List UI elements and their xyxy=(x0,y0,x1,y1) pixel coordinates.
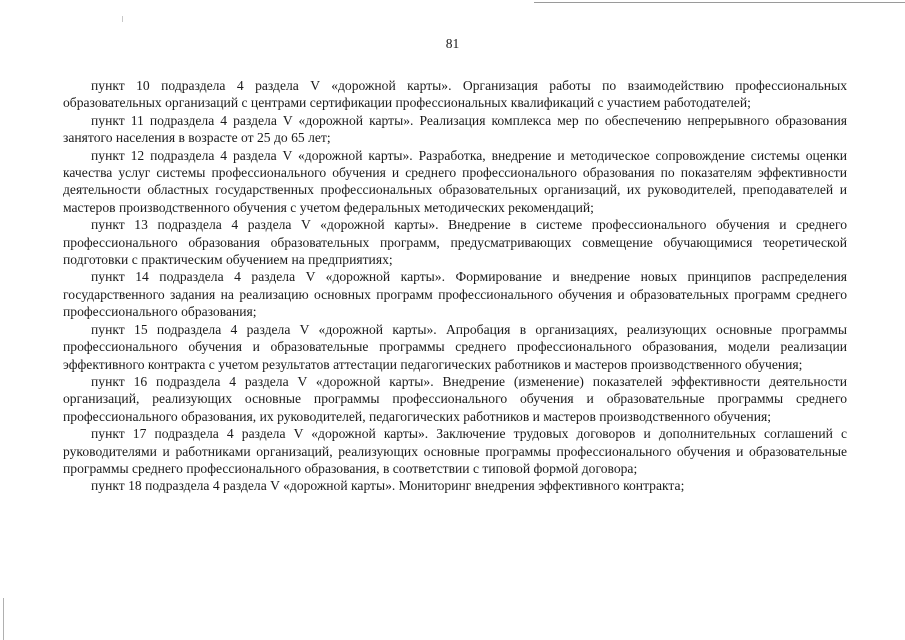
scan-edge-line xyxy=(534,2,905,3)
paragraph-item-10: пункт 10 подраздела 4 раздела V «дорожной карты». Организация работы по взаимодействию профессиональных образовательных организаций с центрами сертификации профессиональных квалификаций с участием работодателей; xyxy=(63,78,847,111)
paragraph-item-17: пункт 17 подраздела 4 раздела V «дорожной карты». Заключение трудовых договоров и дополнительных соглашений с руководителями и работниками организаций, реализующих основные программы профессионального обучения и образовательные программы среднего профессионального образования, в соответствии с типовой формой договора; xyxy=(63,426,847,476)
paragraph-item-18: пункт 18 подраздела 4 раздела V «дорожной карты». Мониторинг внедрения эффективного контракта; xyxy=(91,478,685,494)
page-number: 81 xyxy=(445,36,460,51)
document-body xyxy=(63,77,847,495)
scan-edge-mark xyxy=(3,598,4,640)
paragraph-item-13: пункт 13 подраздела 4 раздела V «дорожной карты». Внедрение в системе профессионального обучения и среднего профессионального образования образовательных программ, предусматривающих совмещение обучающимися теоретической подготовки с практическим обучением на предприятиях; xyxy=(63,217,847,268)
paragraph-item-16: пункт 16 подраздела 4 раздела V «дорожной карты». Внедрение (изменение) показателей эффективности деятельности организаций, реализующих основные программы профессионального обучения и образовательные программы среднего профессионального образования, их руководителей, педагогических работников и мастеров производственного обучения; xyxy=(63,373,847,424)
paragraph-item-12: пункт 12 подраздела 4 раздела V «дорожной карты». Разработка, внедрение и методическое сопровождение системы оценки качества услуг системы профессионального обучения и среднего профессионального образования по показателям эффективности деятельности областных государственных профессиональных образовательных организаций, их руководителей, преподавателей и мастеров производственного обучения с учетом федеральных методических рекомендаций; xyxy=(63,147,847,215)
paragraph-item-15: пункт 15 подраздела 4 раздела V «дорожной карты». Апробация в организациях, реализующих основные программы профессионального обучения и образовательные программы среднего профессионального образования, модели реализации эффективного контракта с учетом результатов аттестации педагогических работников и мастеров производственного обучения; xyxy=(63,321,847,372)
scan-speck xyxy=(122,16,123,22)
paragraph-item-11: пункт 11 подраздела 4 раздела V «дорожной карты». Реализация комплекса мер по обеспечению непрерывного образования занятого населения в возрасте от 25 до 65 лет; xyxy=(63,112,847,146)
paragraph-item-14: пункт 14 подраздела 4 раздела V «дорожной карты». Формирование и внедрение новых принципов распределения государственного задания на реализацию основных программ профессионального обучения и образовательных программ среднего профессионального образования; xyxy=(63,269,847,320)
